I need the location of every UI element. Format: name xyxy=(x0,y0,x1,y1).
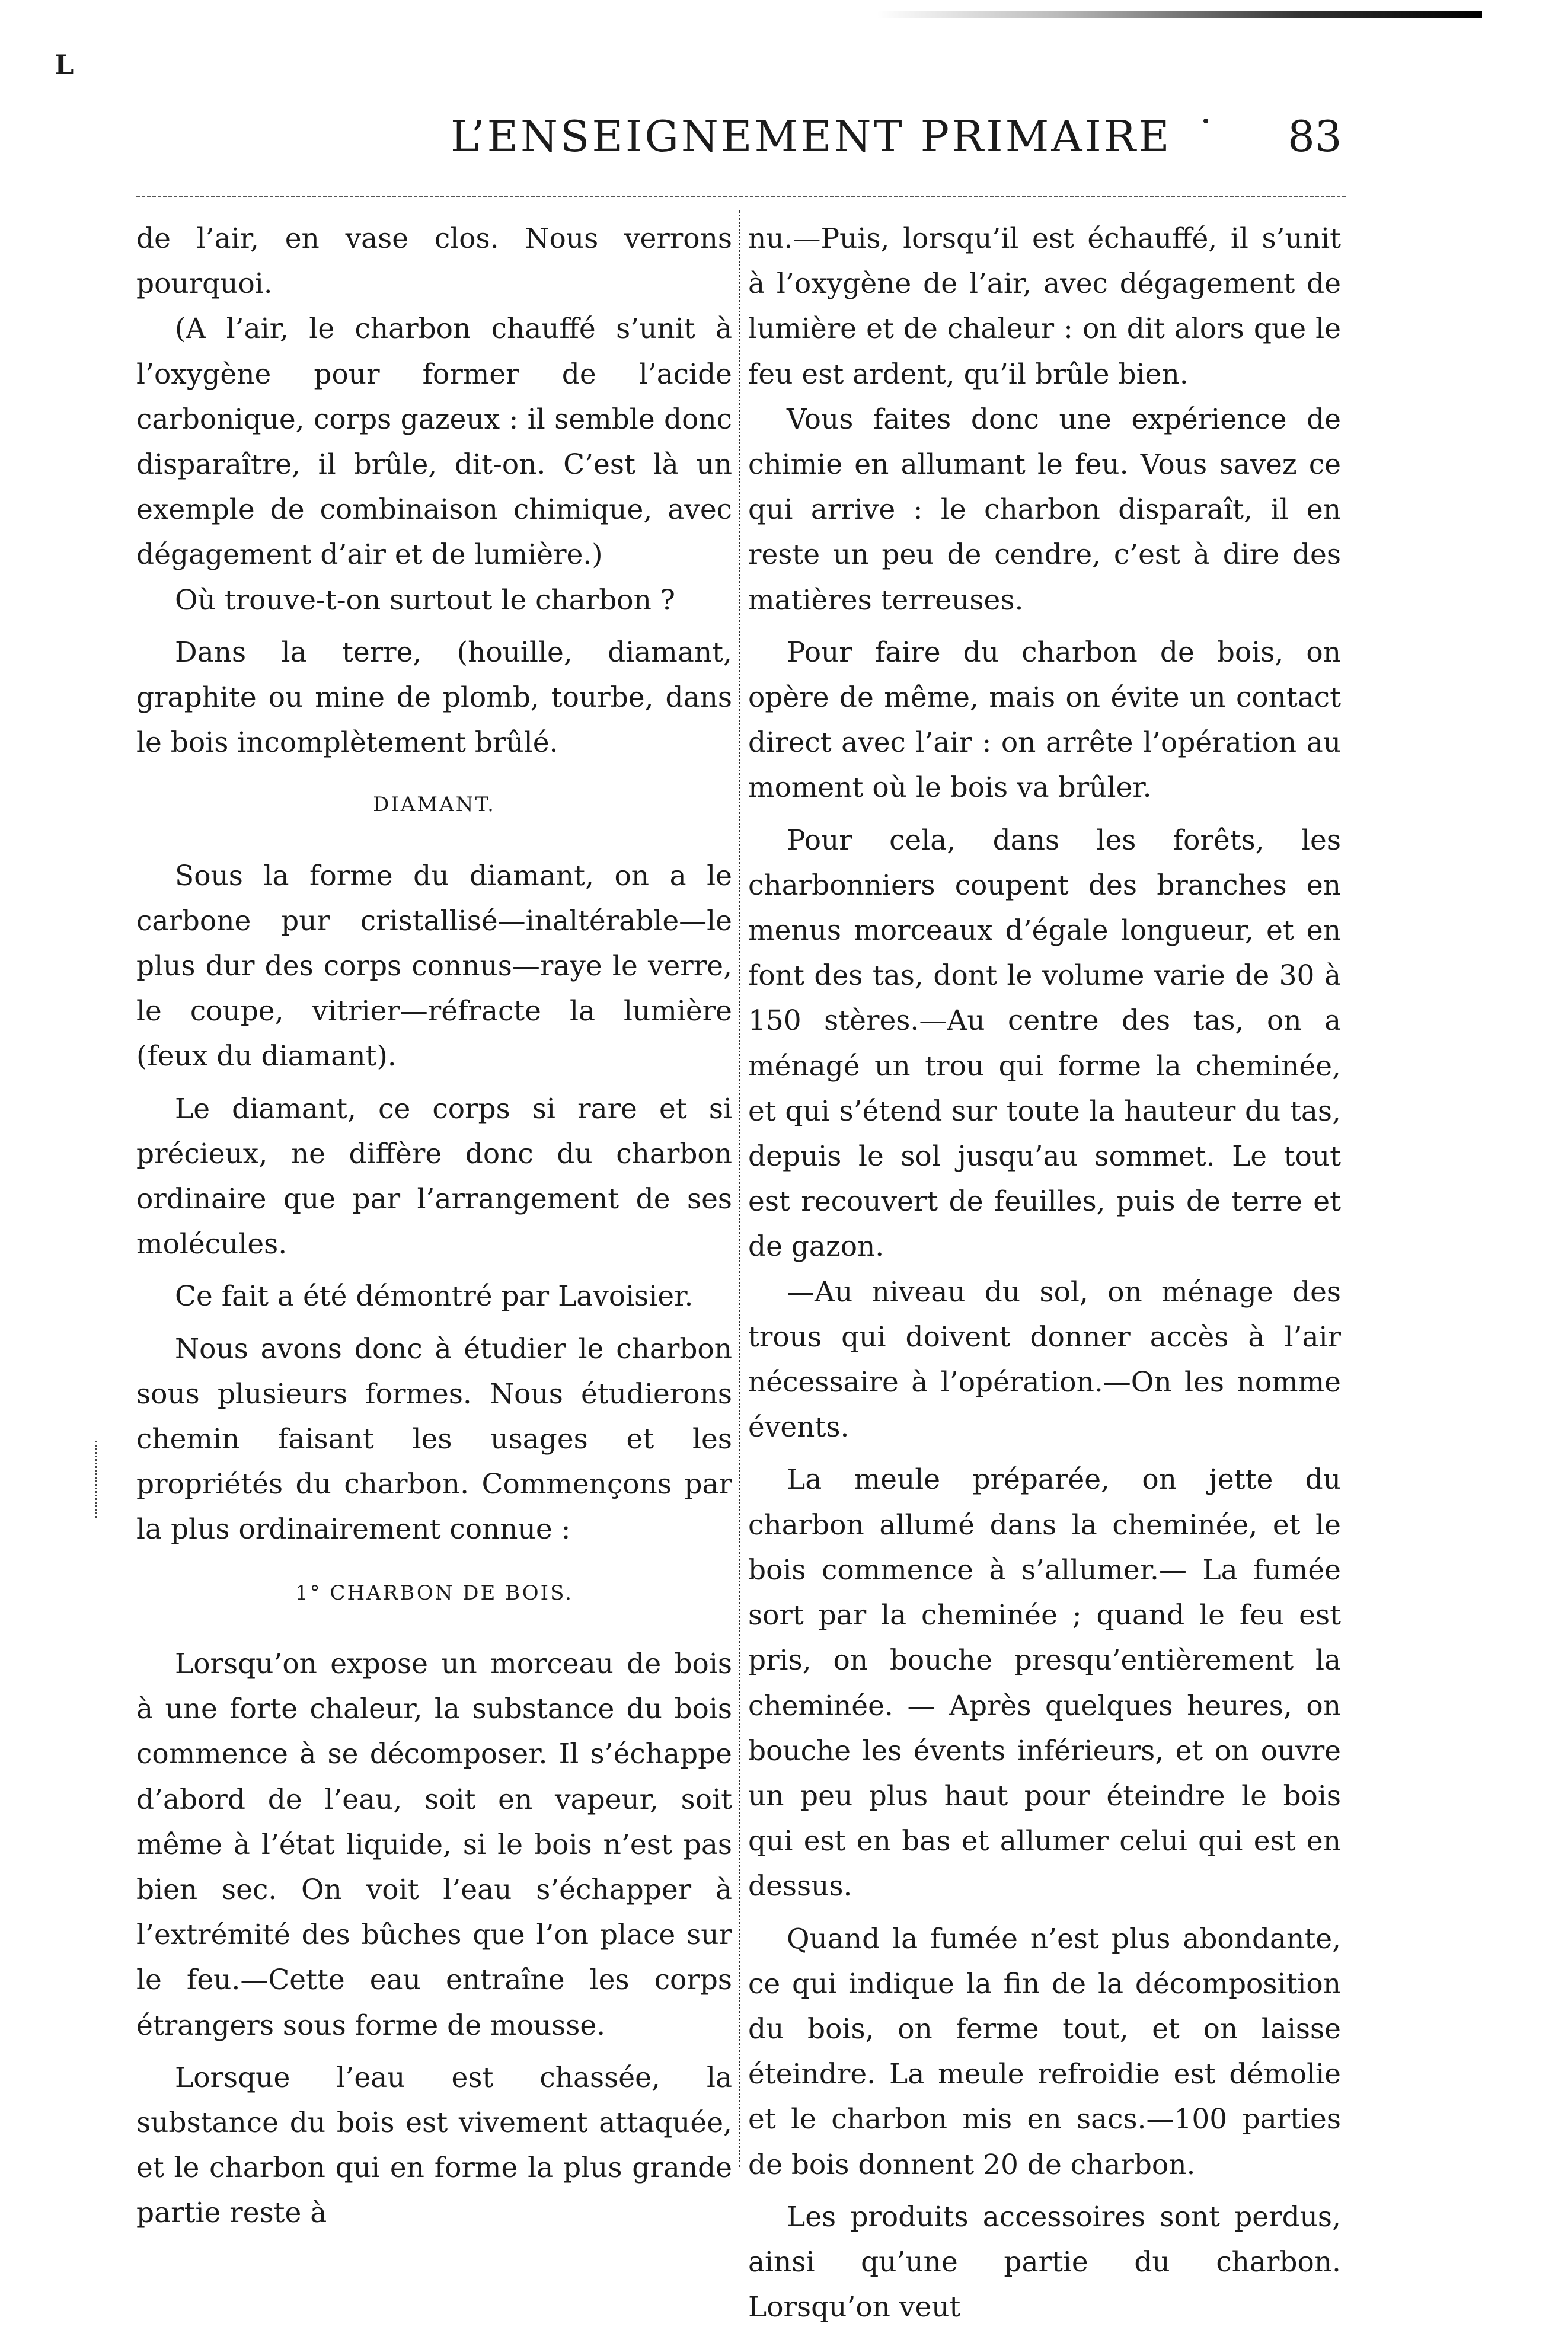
corner-mark: L xyxy=(55,49,74,81)
paragraph: nu.—Puis, lorsqu’il est échauffé, il s’unit à l’oxygène de l’air, avec dégagement de lumière et de chaleur : on dit alors que le feu est ardent, qu’il brûle bien. xyxy=(748,222,1341,391)
left-column xyxy=(136,216,732,2236)
header-rule xyxy=(136,196,1346,197)
paragraph: (A l’air, le charbon chauffé s’unit à l’oxygène pour former de l’acide carbonique, corps gazeux : il semble donc disparaître, il brûle, dit-on. C’est là un exemple de combinaison chimique, avec dégagement d’air et de lumière.) xyxy=(136,312,732,572)
section-heading: 1° CHARBON DE BOIS. xyxy=(295,1581,573,1605)
paragraph: Sous la forme du diamant, on a le carbone pur cristallisé—inaltérable—le plus dur des corps connus—raye le verre, le coupe, vitrier—réfracte la lumière (feux du diamant). xyxy=(136,859,732,1073)
paragraph: de l’air, en vase clos. Nous verrons pourquoi. xyxy=(136,222,732,301)
paragraph: Nous avons donc à étudier le charbon sous plusieurs formes. Nous étudierons chemin faisant les usages et les propriétés du charbon. Commençons par la plus ordinairement connue : xyxy=(136,1332,732,1546)
paragraph: —Au niveau du sol, on ménage des trous qui doivent donner accès à l’air nécessaire à l’opération.—On les nomme évents. xyxy=(748,1275,1341,1444)
top-edge-rule xyxy=(877,11,1482,18)
page-header xyxy=(0,111,1568,177)
page-number: 83 xyxy=(1288,111,1342,161)
paragraph: Dans la terre, (houille, diamant, graphite ou mine de plomb, tourbe, dans le bois incomplètement brûlé. xyxy=(136,636,732,759)
paragraph: Vous faites donc une expérience de chimie en allumant le feu. Vous savez ce qui arrive : le charbon disparaît, il en reste un peu de cendre, c’est à dire des matières terreuses. xyxy=(748,403,1341,617)
paragraph: Ce fait a été démontré par Lavoisier. xyxy=(175,1280,694,1313)
column-divider xyxy=(739,210,740,2167)
paragraph: Pour cela, dans les forêts, les charbonniers coupent des branches en menus morceaux d’égale longueur, et en font des tas, dont le volume varie de 30 à 150 stères.—Au centre des tas, on a ménagé un trou qui forme la cheminée, et qui s’étend sur toute la hauteur du tas, depuis le sol jusqu’au sommet. Le tout est recouvert de feuilles, puis de terre et de gazon. xyxy=(748,824,1341,1263)
paragraph: Lorsqu’on expose un morceau de bois à une forte chaleur, la substance du bois commence à se décomposer. Il s’échappe d’abord de l’eau, soit en vapeur, soit même à l’état liquide, si le bois n’est pas bien sec. On voit l’eau s’échapper à l’extrémité des bûches que l’on place sur le feu.—Cette eau entraîne les corps étrangers sous forme de mousse. xyxy=(136,1647,732,2042)
paragraph: Les produits accessoires sont perdus, ainsi qu’une partie du charbon. Lorsqu’on veut xyxy=(748,2200,1341,2324)
paragraph: Lorsque l’eau est chassée, la substance du bois est vivement attaquée, et le charbon qui en forme la plus grande partie reste à xyxy=(136,2061,732,2230)
right-column xyxy=(748,216,1341,2330)
margin-mark xyxy=(95,1441,97,1518)
running-title: L’ENSEIGNEMENT PRIMAIRE xyxy=(451,111,1172,161)
paragraph: Quand la fumée n’est plus abondante, ce qui indique la fin de la décomposition du bois, on ferme tout, et on laisse éteindre. La meule refroidie est démolie et le charbon mis en sacs.—100 parties de bois donnent 20 de charbon. xyxy=(748,1922,1341,2181)
paragraph: La meule préparée, on jette du charbon allumé dans la cheminée, et le bois commence à s’allumer.— La fumée sort par la cheminée ; quand le feu est pris, on bouche presqu’entièrement la cheminée. — Après quelques heures, on bouche les évents inférieurs, et on ouvre un peu plus haut pour éteindre le bois qui est en bas et allumer celui qui est en dessus. xyxy=(748,1463,1341,1903)
paragraph: Pour faire du charbon de bois, on opère de même, mais on évite un contact direct avec l’air : on arrête l’opération au moment où le bois va brûler. xyxy=(748,636,1341,805)
section-heading: DIAMANT. xyxy=(373,793,496,817)
paragraph: Le diamant, ce corps si rare et si précieux, ne diffère donc du charbon ordinaire que par l’arrangement de ses molécules. xyxy=(136,1092,732,1261)
paragraph: Où trouve-t-on surtout le charbon ? xyxy=(175,583,675,617)
